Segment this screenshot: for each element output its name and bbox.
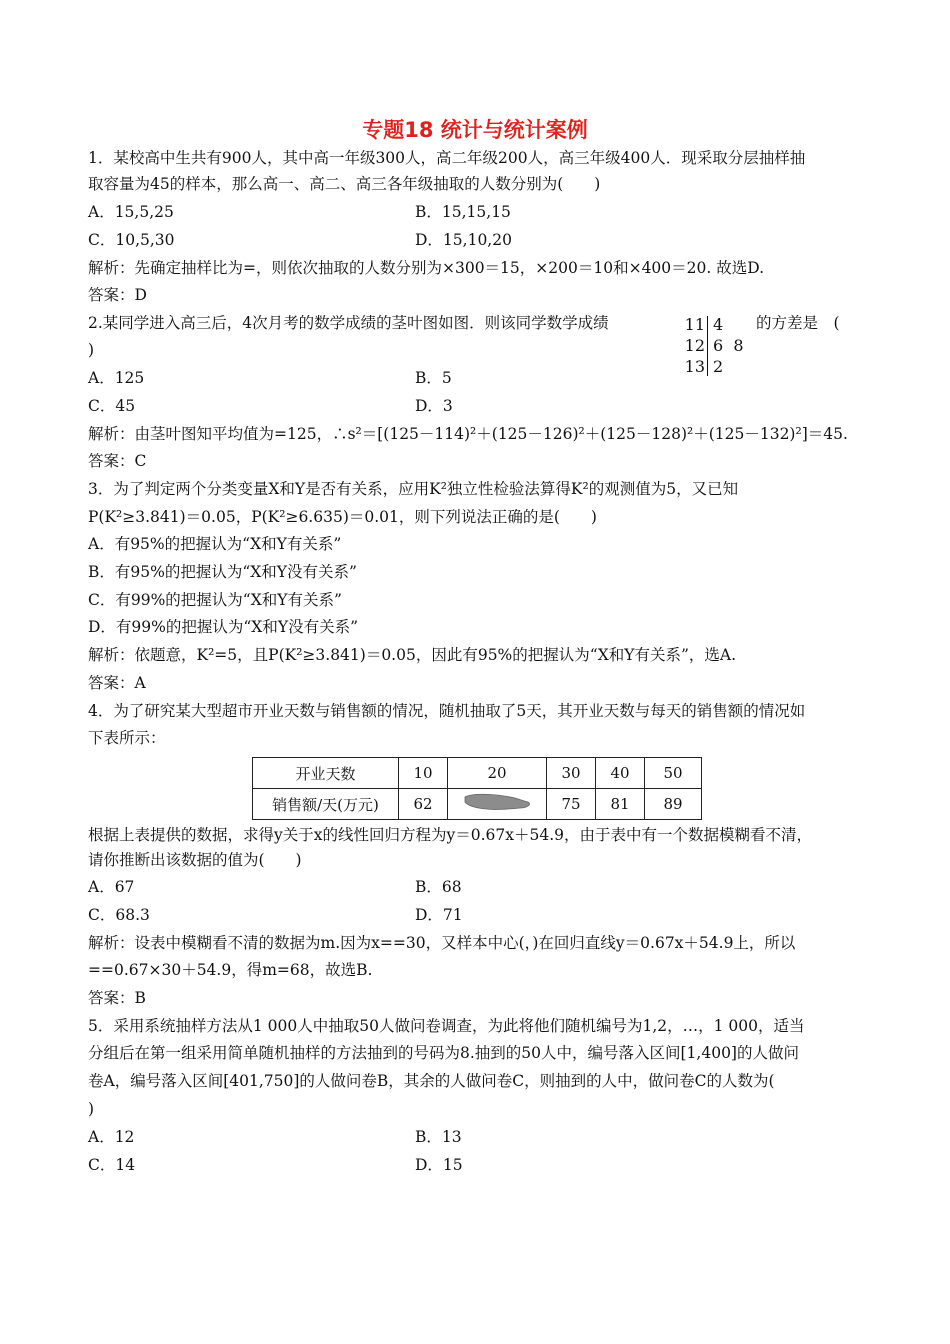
q4-option-c: C．68.3 <box>88 906 150 924</box>
q3-answer: 答案：A <box>88 674 146 692</box>
q4-option-d: D．71 <box>415 906 463 924</box>
q5-option-b: B．13 <box>415 1128 462 1146</box>
q4-answer: 答案：B <box>88 989 146 1007</box>
table-cell: 89 <box>645 789 702 820</box>
q5-stem-line2: 分组后在第一组采用简单随机抽样的方法抽到的号码为8.抽到的50人中，编号落入区间[1,400]的人做问 <box>88 1044 799 1062</box>
q4-option-a: A．67 <box>88 878 135 896</box>
leaf-value: 2 <box>713 357 724 376</box>
q5-option-d: D．15 <box>415 1156 463 1174</box>
table-cell: 75 <box>547 789 596 820</box>
q2-option-a: A．125 <box>88 369 145 387</box>
q4-stem-line3: 根据上表提供的数据，求得y关于x的线性回归方程为y＝0.67x＋54.9，由于表中有一个数据模糊看不清， <box>88 826 813 844</box>
table-row <box>253 789 702 820</box>
table-row-label: 开业天数 <box>253 758 399 789</box>
q4-stem-line1: 4．为了研究某大型超市开业天数与销售额的情况，随机抽取了5天，其开业天数与每天的销售额的情况如 <box>88 702 806 720</box>
q2-option-b: B．5 <box>415 369 452 387</box>
stem-value: 12 <box>684 336 705 355</box>
q3-stem-line2: P(K²≥3.841)＝0.05，P(K²≥6.635)＝0.01，则下列说法正确的是( ) <box>88 508 597 526</box>
table-cell: 40 <box>596 758 645 789</box>
page-title: 专题18 统计与统计案例 <box>362 118 588 142</box>
stem-leaf-plot <box>675 314 755 378</box>
q3-option-a: A．有95%的把握认为“X和Y有关系” <box>88 535 342 553</box>
q4-analysis-line1: 解析：设表中模糊看不清的数据为m.因为x==30，又样本中心(，)在回归直线y＝0.67x＋54.9上，所以 <box>88 934 796 952</box>
table-row-label: 销售额/天(万元) <box>253 789 399 820</box>
q2-option-c: C．45 <box>88 397 136 415</box>
q1-analysis: 解析：先确定抽样比为=，则依次抽取的人数分别为×300＝15，×200＝10和×400＝20. 故选D. <box>88 259 765 277</box>
q1-option-a: A．15,5,25 <box>88 203 174 221</box>
q3-stem-line1: 3．为了判定两个分类变量X和Y是否有关系，应用K²独立性检验法算得K²的观测值为5，又已知 <box>88 480 739 498</box>
q1-option-d: D．15,10,20 <box>415 231 512 249</box>
q5-stem-line3: 卷A，编号落入区间[401,750]的人做问卷B，其余的人做问卷C，则抽到的人中，做问卷C的人数为( <box>88 1072 775 1090</box>
q2-stem-line1: 2.某同学进入高三后，4次月考的数学成绩的茎叶图如图．则该同学数学成绩 <box>88 314 609 332</box>
stem-value: 13 <box>684 357 705 376</box>
table-cell: 50 <box>645 758 702 789</box>
table-cell: 20 <box>448 758 547 789</box>
q2-answer: 答案：C <box>88 452 147 470</box>
stem-column <box>675 314 705 377</box>
sales-table <box>252 757 702 820</box>
q1-stem-line2: 取容量为45的样本，那么高一、高二、高三各年级抽取的人数分别为( ) <box>88 175 601 193</box>
q4-stem-line2: 下表所示： <box>88 729 166 747</box>
blurred-smudge-icon <box>462 791 532 813</box>
leaf-value: 6 8 <box>713 336 744 355</box>
q2-analysis: 解析：由茎叶图知平均值为=125，∴s²＝[(125－114)²＋(125－126)²＋(125－128)²＋(125－132)²]＝45. <box>88 425 848 443</box>
leaf-value: 4 <box>713 315 724 334</box>
table-cell: 81 <box>596 789 645 820</box>
q1-stem-line1: 1．某校高中生共有900人，其中高一年级300人，高二年级200人，高三年级400人．现采取分层抽样抽 <box>88 149 806 167</box>
q3-option-c: C．有99%的把握认为“X和Y有关系” <box>88 591 342 609</box>
table-cell: 62 <box>399 789 448 820</box>
q2-option-d: D．3 <box>415 397 453 415</box>
q3-option-d: D．有99%的把握认为“X和Y没有关系” <box>88 618 358 636</box>
q1-option-b: B．15,15,15 <box>415 203 511 221</box>
leaf-column <box>713 314 744 377</box>
q5-option-c: C．14 <box>88 1156 136 1174</box>
q5-option-a: A．12 <box>88 1128 135 1146</box>
stem-value: 11 <box>684 315 705 334</box>
stem-leaf-divider <box>707 316 708 376</box>
q2-stem-line2: ) <box>88 341 95 359</box>
table-row <box>253 758 702 789</box>
table-cell: 10 <box>399 758 448 789</box>
q4-analysis-line2: ==0.67×30＋54.9，得m=68，故选B. <box>88 961 373 979</box>
table-cell-blurred <box>448 789 547 820</box>
q3-analysis: 解析：依题意，K²=5，且P(K²≥3.841)＝0.05，因此有95%的把握认为“X和Y有关系”，选A. <box>88 646 737 664</box>
q2-stem-line1-tail: 的方差是 ( <box>756 314 840 332</box>
q5-stem-line4: ) <box>88 1100 95 1118</box>
q5-stem-line1: 5．采用系统抽样方法从1 000人中抽取50人做问卷调查，为此将他们随机编号为1,2，…，1 000，适当 <box>88 1017 805 1035</box>
q4-stem-line4: 请你推断出该数据的值为( ) <box>88 851 302 869</box>
q1-answer: 答案：D <box>88 286 147 304</box>
q1-option-c: C．10,5,30 <box>88 231 175 249</box>
q4-option-b: B．68 <box>415 878 462 896</box>
table-cell: 30 <box>547 758 596 789</box>
q3-option-b: B．有95%的把握认为“X和Y没有关系” <box>88 563 357 581</box>
